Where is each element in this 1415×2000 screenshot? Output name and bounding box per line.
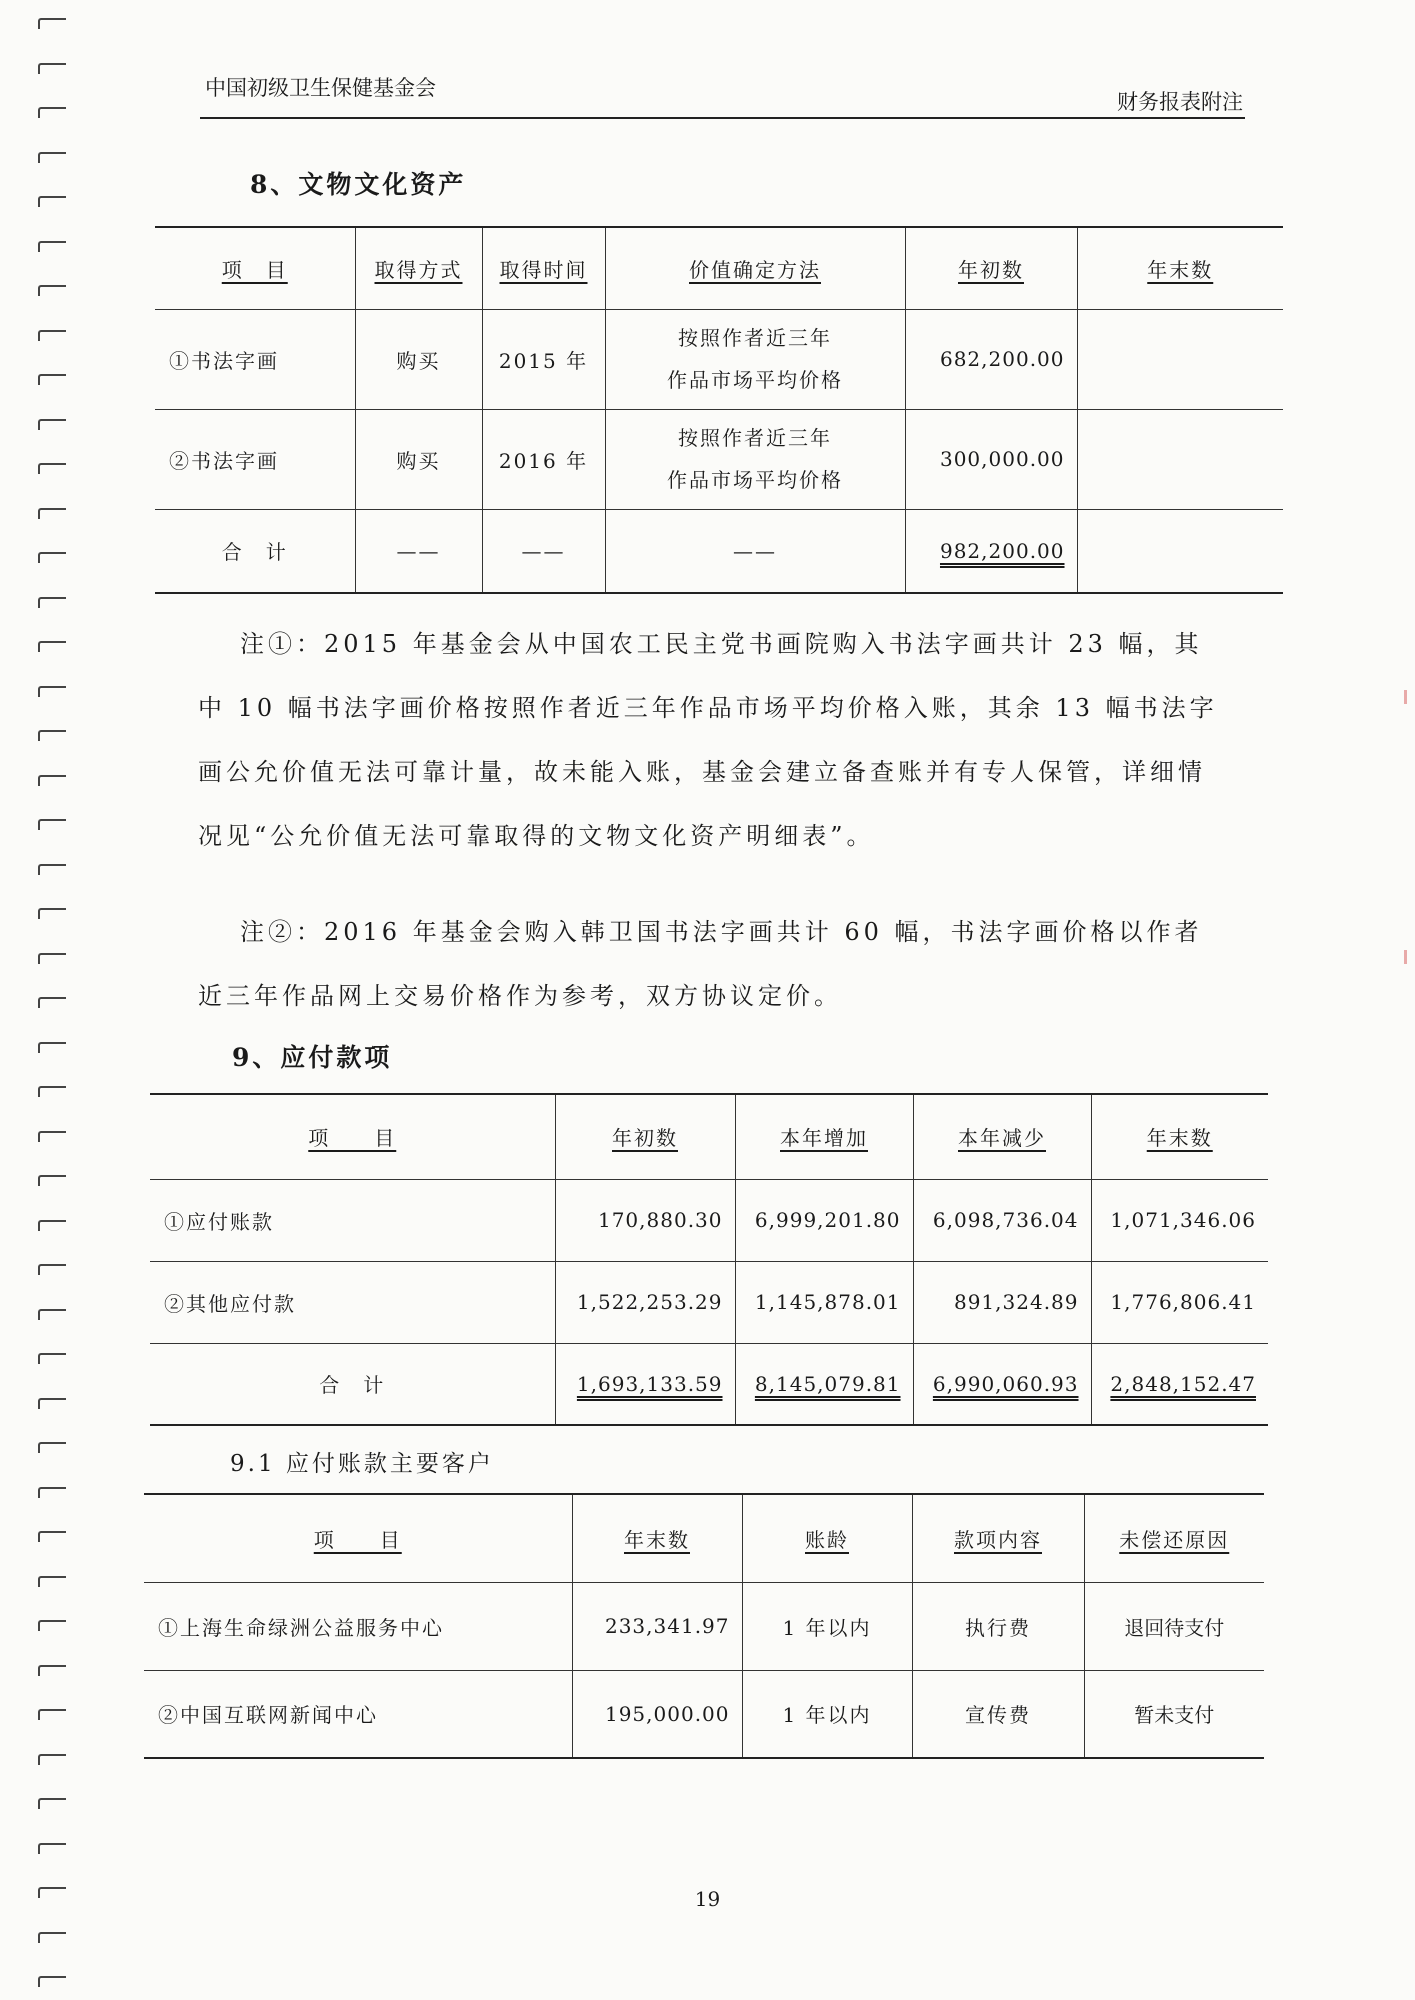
binding-hole xyxy=(38,1531,66,1542)
table-row: ②中国互联网新闻中心 195,000.00 1 年以内 宣传费 暂未支付 xyxy=(144,1670,1264,1758)
binding-hole xyxy=(38,1175,66,1186)
binding-hole xyxy=(38,1220,66,1231)
binding-hole xyxy=(38,63,66,74)
binding-hole xyxy=(38,508,66,519)
total-row: 合 计 —— —— —— 982,200.00 xyxy=(155,509,1283,593)
binding-hole xyxy=(38,419,66,430)
binding-hole xyxy=(38,18,66,29)
binding-hole xyxy=(38,1042,66,1053)
col-header: 年末数 xyxy=(1077,227,1283,309)
payables-table xyxy=(150,1093,1268,1426)
total-row: 合 计 1,693,133.59 8,145,079.81 6,990,060.93 2,848,152.47 xyxy=(150,1343,1268,1425)
col-header: 款项内容 xyxy=(912,1494,1084,1582)
binding-hole xyxy=(38,1309,66,1320)
col-header: 价值确定方法 xyxy=(605,227,905,309)
col-header: 取得方式 xyxy=(355,227,482,309)
table-row: ①上海生命绿洲公益服务中心 233,341.97 1 年以内 执行费 退回待支付 xyxy=(144,1582,1264,1670)
binding-hole xyxy=(38,1976,66,1987)
col-header: 取得时间 xyxy=(482,227,605,309)
binding-hole xyxy=(38,1353,66,1364)
col-header: 未偿还原因 xyxy=(1084,1494,1264,1582)
col-header: 年末数 xyxy=(1091,1094,1268,1179)
section-9-1-title: 9.1 应付账款主要客户 xyxy=(230,1451,494,1477)
binding-hole xyxy=(38,686,66,697)
scan-mark xyxy=(1404,950,1407,964)
binding-hole xyxy=(38,908,66,919)
col-header: 本年增加 xyxy=(735,1094,913,1179)
header-doc-title: 财务报表附注 xyxy=(1117,90,1243,114)
col-header: 项 目 xyxy=(155,227,355,309)
binding-hole xyxy=(38,1398,66,1409)
binding-hole xyxy=(38,1442,66,1453)
binding-hole xyxy=(38,285,66,296)
binding-hole xyxy=(38,597,66,608)
section-8-title: 8、文物文化资产 xyxy=(250,170,467,199)
binding-hole xyxy=(38,730,66,741)
scan-mark xyxy=(1404,690,1407,704)
col-header: 账龄 xyxy=(742,1494,912,1582)
binding-hole xyxy=(38,152,66,163)
binding-hole xyxy=(38,1709,66,1720)
binding-hole xyxy=(38,374,66,385)
binding-hole xyxy=(38,1487,66,1498)
col-header: 年初数 xyxy=(905,227,1077,309)
binding-hole xyxy=(38,1086,66,1097)
table-row: ②书法字画 购买 2016 年 按照作者近三年 作品市场平均价格 300,000.00 xyxy=(155,409,1283,509)
page-number: 19 xyxy=(694,1887,721,1911)
binding-hole xyxy=(38,997,66,1008)
main-creditors-table xyxy=(144,1493,1264,1759)
binding-hole xyxy=(38,1665,66,1676)
table-row: ①应付账款 170,880.30 6,999,201.80 6,098,736.04 1,071,346.06 xyxy=(150,1179,1268,1261)
header-rule xyxy=(200,117,1245,119)
table-row: ②其他应付款 1,522,253.29 1,145,878.01 891,324.89 1,776,806.41 xyxy=(150,1261,1268,1343)
binding-hole xyxy=(38,552,66,563)
binding-hole xyxy=(38,1798,66,1809)
binding-hole xyxy=(38,241,66,252)
binding-holes xyxy=(38,0,68,2000)
binding-hole xyxy=(38,1620,66,1631)
binding-hole xyxy=(38,1754,66,1765)
header-org: 中国初级卫生保健基金会 xyxy=(205,76,436,100)
col-header: 本年减少 xyxy=(913,1094,1091,1179)
binding-hole xyxy=(38,1576,66,1587)
binding-hole xyxy=(38,953,66,964)
binding-hole xyxy=(38,1264,66,1275)
binding-hole xyxy=(38,196,66,207)
binding-hole xyxy=(38,330,66,341)
note-2: 注②：2016 年基金会购入韩卫国书法字画共计 60 幅，书法字画价格以作者近三年作品网上交易价格作为参考，双方协议定价。 xyxy=(198,918,1203,1010)
binding-hole xyxy=(38,1843,66,1854)
col-header: 年初数 xyxy=(555,1094,735,1179)
col-header: 年末数 xyxy=(572,1494,742,1582)
section-9-title: 9、应付款项 xyxy=(232,1043,393,1072)
binding-hole xyxy=(38,1932,66,1943)
binding-hole xyxy=(38,864,66,875)
note-1: 注①：2015 年基金会从中国农工民主党书画院购入书法字画共计 23 幅，其中 10 幅书法字画价格按照作者近三年作品市场平均价格入账，其余 13 幅书法字画公允价值无法可靠计量，故未能入账，基金会建立备查账并有专人保管，详细情况见“公允价值无法可靠取得的文物文化资产明细表”。 xyxy=(198,630,1218,850)
binding-hole xyxy=(38,1131,66,1142)
table-row: ①书法字画 购买 2015 年 按照作者近三年 作品市场平均价格 682,200.00 xyxy=(155,309,1283,409)
binding-hole xyxy=(38,775,66,786)
binding-hole xyxy=(38,463,66,474)
binding-hole xyxy=(38,819,66,830)
col-header: 项 目 xyxy=(150,1094,555,1179)
cultural-assets-table xyxy=(155,226,1283,594)
binding-hole xyxy=(38,641,66,652)
col-header: 项 目 xyxy=(144,1494,572,1582)
binding-hole xyxy=(38,107,66,118)
